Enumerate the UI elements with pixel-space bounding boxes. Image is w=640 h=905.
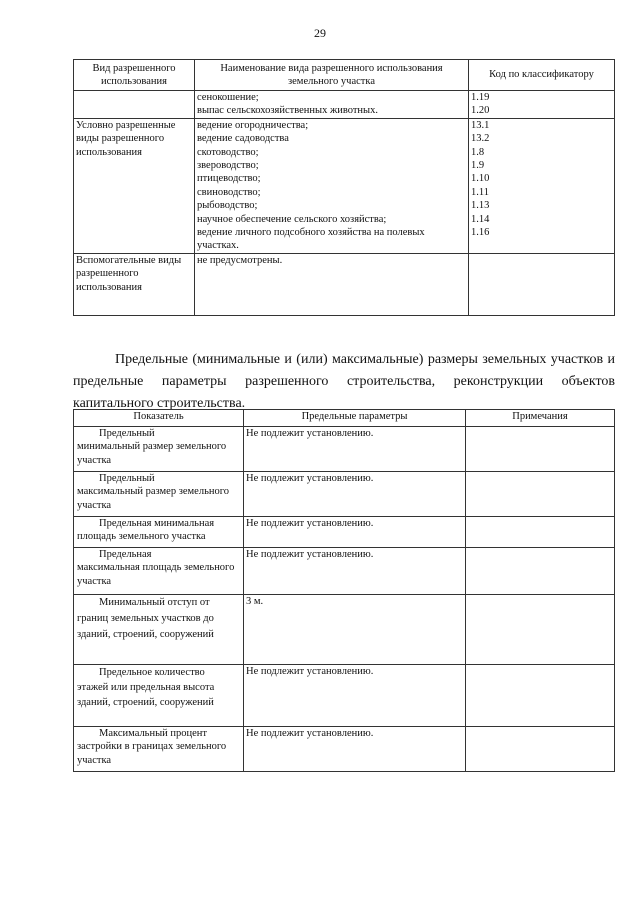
use-type-cell (74, 91, 195, 119)
indicator-cell (74, 548, 244, 595)
code: 1.19 (471, 92, 490, 103)
code: 1.9 (471, 160, 485, 172)
table-header-row (74, 410, 615, 427)
list-item: сенокошение; (197, 92, 259, 103)
note-cell (466, 548, 615, 595)
list-item: рыбоводство; (197, 200, 258, 212)
header-use-name: Наименование вида разрешенного использования земельного участка (195, 60, 469, 91)
code: 13.2 (471, 133, 490, 145)
code: 1.8 (471, 146, 485, 158)
land-use-table (73, 59, 615, 316)
codes-cell (469, 253, 615, 315)
parameters-paragraph: Предельные (минимальные и (или) максимальные) размеры земельных участков и предельные параметры разрешенного строительства, реконструкции объектов капитального строительства. (73, 352, 615, 411)
code: 1.11 (471, 186, 489, 198)
page-number: 29 (314, 26, 326, 40)
list-item: ведение садоводства (197, 133, 289, 145)
table-row (74, 595, 615, 665)
parameters-table (73, 409, 615, 772)
list-item: научное обеспечение сельского хозяйства; (197, 213, 387, 225)
header-code: Код по классификатору (469, 60, 615, 91)
header-notes: Примечания (466, 410, 615, 427)
indicator-text: минимальный размер земельного участка (77, 441, 227, 466)
note-cell (466, 665, 615, 727)
indicator-text: Предельный (99, 428, 155, 439)
list-item: звероводство; (197, 160, 259, 172)
indicator-cell (74, 665, 244, 727)
parameter-value: Не подлежит установлению. (244, 548, 466, 595)
parameter-value: Не подлежит установлению. (244, 665, 466, 727)
table-header-row (74, 60, 615, 91)
table-row (74, 253, 615, 315)
indicator-text: максимальный размер земельного участка (77, 486, 230, 511)
code: 1.20 (471, 105, 490, 117)
note-cell (466, 517, 615, 548)
table-row (74, 727, 615, 772)
list-item: ведение огородничества; (197, 119, 309, 131)
indicator-text: площадь земельного участка (77, 531, 206, 543)
indicator-cell (74, 595, 244, 665)
header-use-type: Вид разрешенного использования (74, 60, 195, 91)
header-parameters: Предельные параметры (244, 410, 466, 427)
codes-cell (469, 118, 615, 253)
use-names-cell (195, 91, 469, 119)
indicator-text: этажей или предельная высота зданий, строений, сооружений (77, 682, 215, 708)
note-cell (466, 472, 615, 517)
note-cell (466, 727, 615, 772)
table-row (74, 665, 615, 727)
code: 1.10 (471, 173, 490, 185)
use-type-label: Условно разрешенные виды разрешенного использования (74, 118, 195, 253)
codes-cell (469, 91, 615, 119)
table-row (74, 91, 615, 119)
parameter-value: Не подлежит установлению. (244, 427, 466, 472)
indicator-text: Предельная минимальная (99, 518, 215, 529)
indicator-cell (74, 727, 244, 772)
table-row (74, 472, 615, 517)
table-row (74, 427, 615, 472)
indicator-text: максимальная площадь земельного участка (77, 562, 235, 587)
table-row (74, 548, 615, 595)
table-row (74, 517, 615, 548)
indicator-text: Максимальный процент (99, 728, 207, 739)
header-indicator: Показатель (74, 410, 244, 427)
note-cell (466, 595, 615, 665)
list-item: птицеводство; (197, 173, 261, 185)
table-row (74, 118, 615, 253)
indicator-cell (74, 517, 244, 548)
code: 1.13 (471, 200, 490, 212)
indicator-text: Предельная (99, 549, 152, 560)
use-names-cell: не предусмотрены. (195, 253, 469, 315)
use-names-cell (195, 118, 469, 253)
parameter-value: 3 м. (244, 595, 466, 665)
indicator-text: Минимальный отступ от (99, 597, 210, 608)
list-item: свиноводство; (197, 186, 261, 198)
code: 1.14 (471, 213, 490, 225)
list-item: ведение личного подсобного хозяйства на полевых участках. (197, 227, 425, 252)
note-cell (466, 427, 615, 472)
parameter-value: Не подлежит установлению. (244, 472, 466, 517)
indicator-text: Предельный (99, 473, 155, 484)
indicator-text: застройки в границах земельного участка (77, 741, 227, 766)
indicator-text: границ земельных участков до зданий, строений, сооружений (77, 613, 214, 640)
code: 1.16 (471, 227, 490, 239)
list-item: скотоводство; (197, 146, 259, 158)
indicator-cell (74, 472, 244, 517)
parameter-value: Не подлежит установлению. (244, 727, 466, 772)
indicator-text: Предельное количество (99, 667, 205, 678)
list-item: выпас сельскохозяйственных животных. (197, 105, 378, 117)
use-type-label: Вспомогательные виды разрешенного использования (74, 253, 195, 315)
code: 13.1 (471, 119, 490, 131)
indicator-cell (74, 427, 244, 472)
parameter-value: Не подлежит установлению. (244, 517, 466, 548)
